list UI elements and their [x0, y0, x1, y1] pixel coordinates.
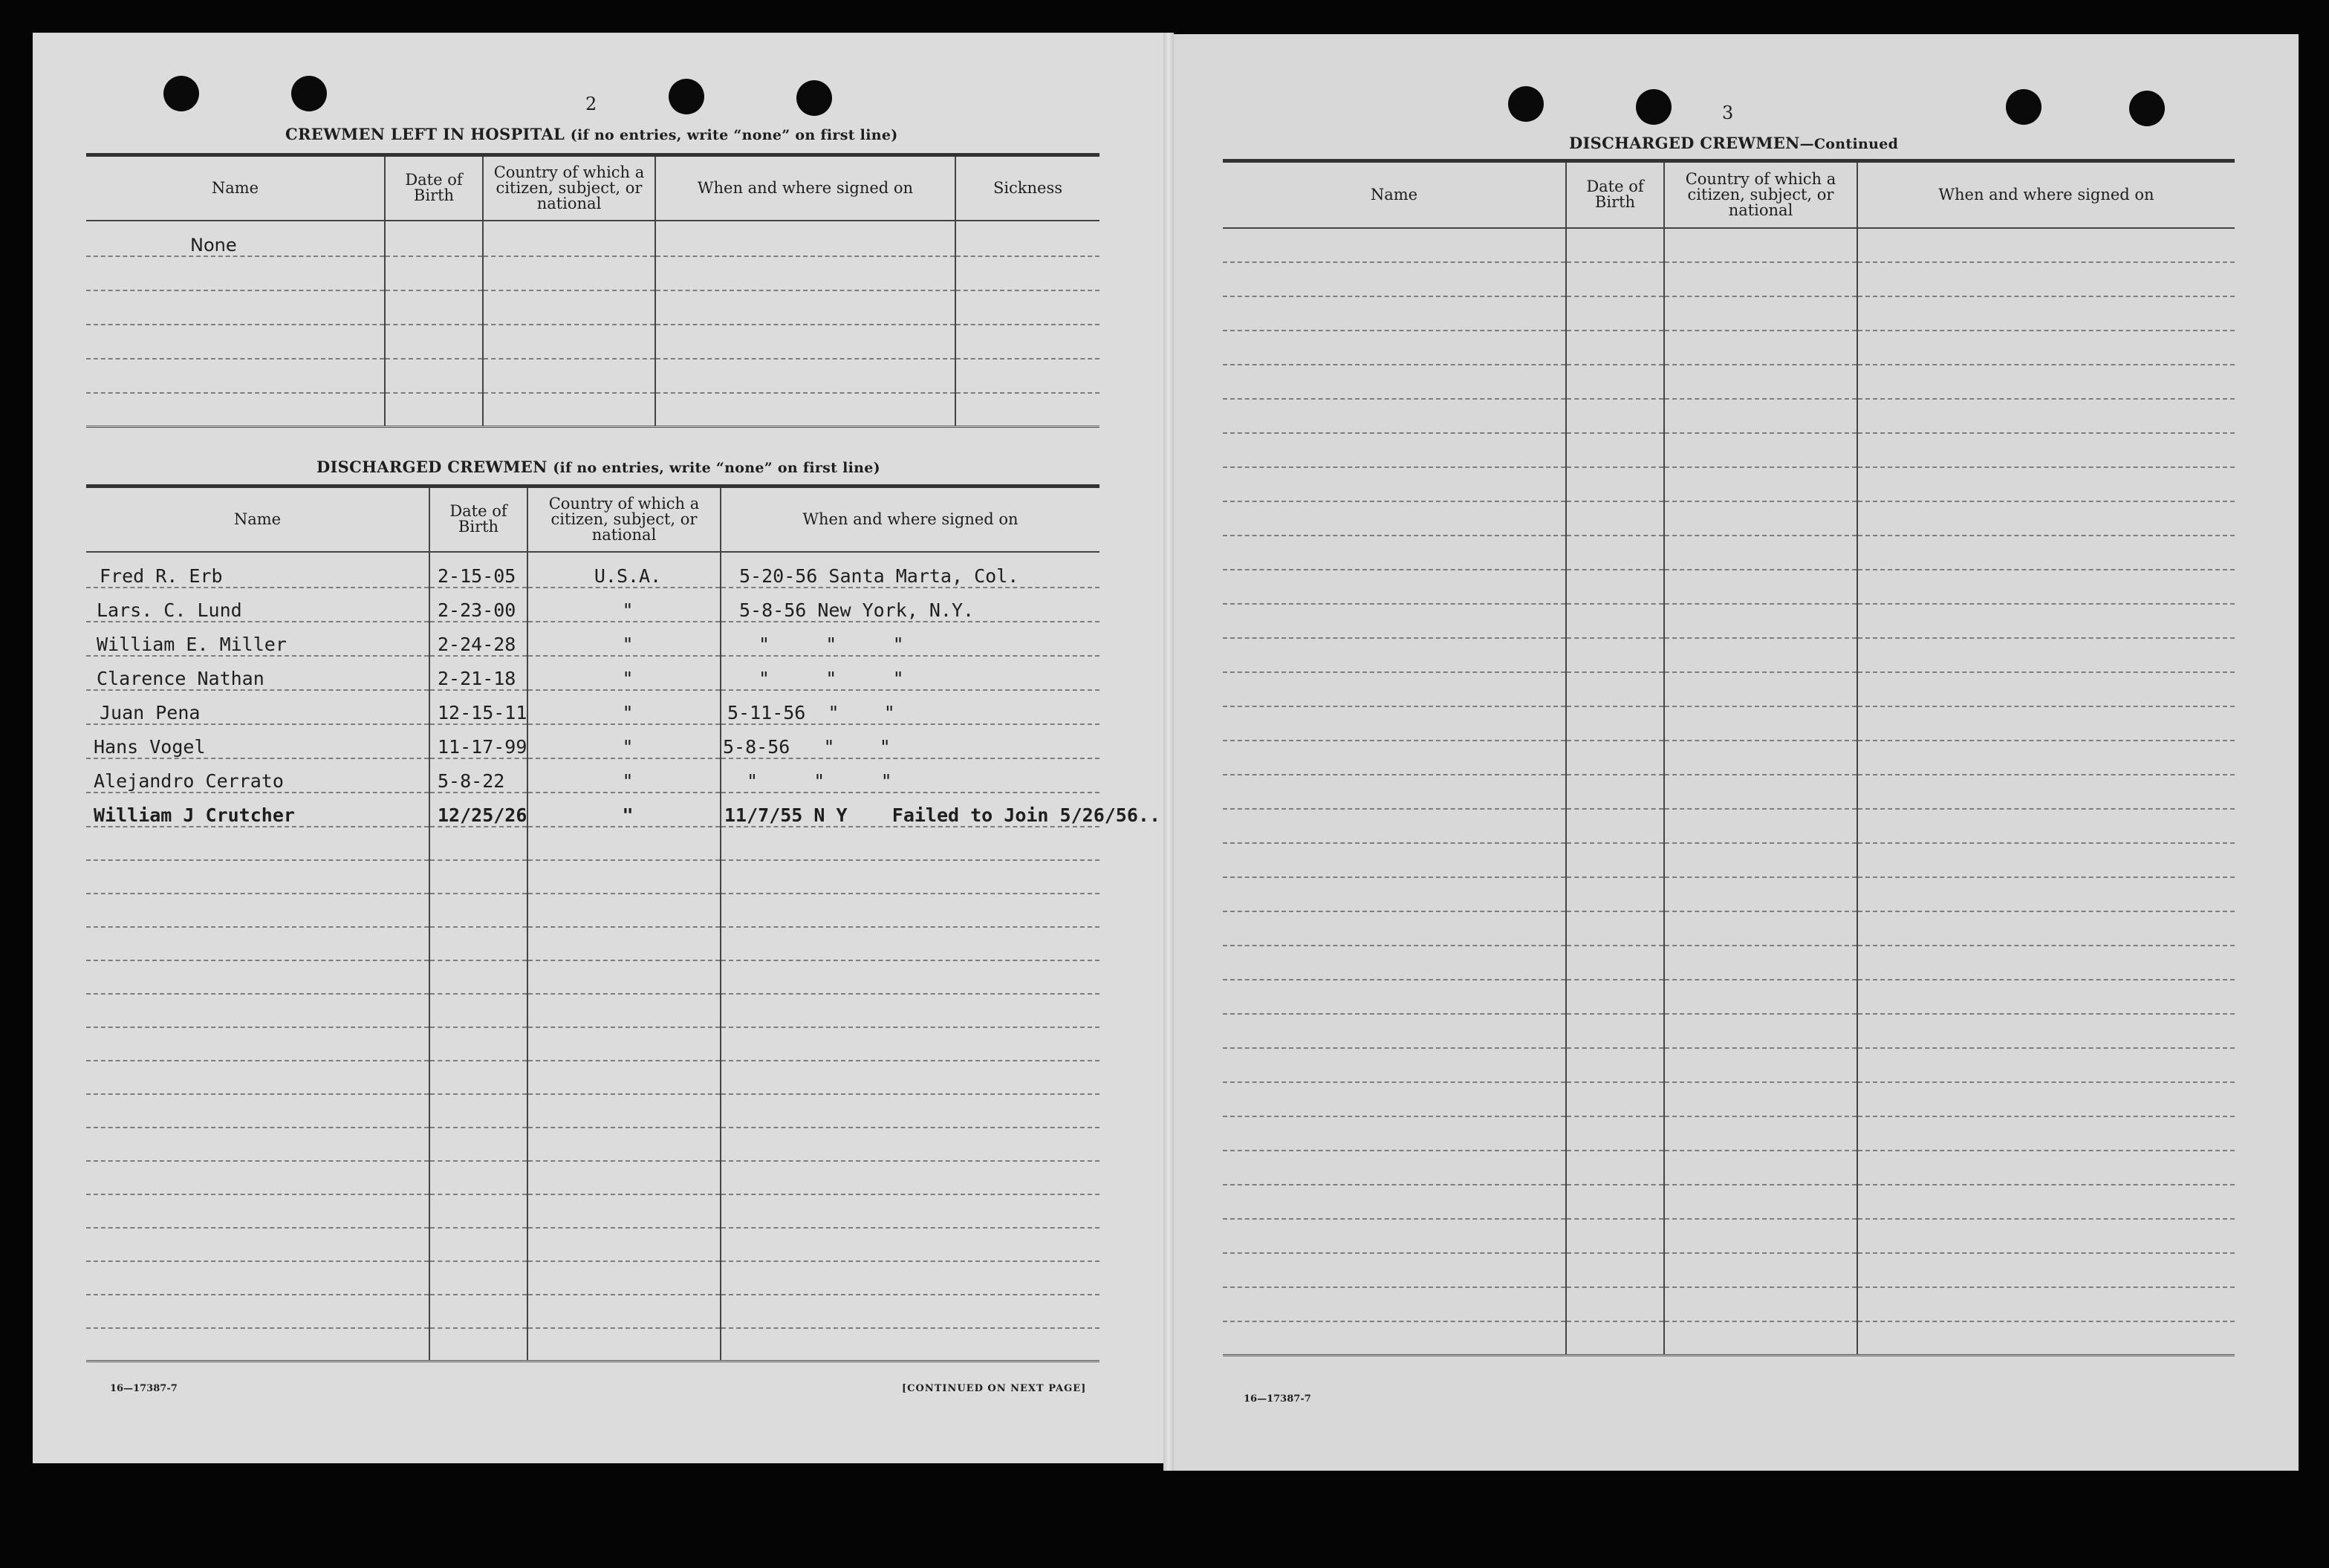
- crewman-signed-on: " " ": [721, 656, 1099, 690]
- table-row: [1223, 296, 2235, 331]
- table-row: [1223, 501, 2235, 536]
- table-cell: [385, 290, 483, 325]
- table-row: [86, 1228, 1099, 1261]
- col-sickness: Sickness: [955, 155, 1099, 221]
- table-cell: [655, 359, 955, 393]
- table-row: [1223, 433, 2235, 467]
- table-cell: [483, 290, 655, 325]
- table-row: [86, 622, 1099, 656]
- table-cell: [655, 290, 955, 325]
- punch-hole-icon: [1508, 86, 1544, 122]
- crewman-name: Lars. C. Lund: [86, 588, 429, 622]
- table-row: [86, 1328, 1099, 1362]
- table-row: [1223, 1219, 2235, 1253]
- table-row: [1223, 809, 2235, 843]
- table-row: [1223, 1185, 2235, 1219]
- crewman-name: Clarence Nathan: [86, 656, 429, 690]
- table-cell: [385, 393, 483, 427]
- punch-hole-icon: [796, 80, 832, 116]
- table-row: [1223, 604, 2235, 638]
- table-row: [1223, 877, 2235, 911]
- table-row: [86, 359, 1099, 393]
- crewman-country: ": [527, 588, 721, 622]
- table-row: [1223, 843, 2235, 877]
- table-row: [1223, 399, 2235, 433]
- table-cell: [955, 256, 1099, 290]
- crewman-dob: 12/25/26: [429, 793, 527, 827]
- table-cell: [955, 290, 1099, 325]
- crewman-dob: 2-24-28: [429, 622, 527, 656]
- table-row: [1223, 262, 2235, 296]
- table-row: [86, 827, 1099, 860]
- crewman-name: Alejandro Cerrato: [86, 758, 429, 793]
- table-cell: [955, 359, 1099, 393]
- crewman-country: ": [527, 690, 721, 724]
- discharged-section-title: [316, 458, 880, 476]
- table-cell: None: [86, 221, 385, 256]
- table-row: [86, 1261, 1099, 1295]
- table-row: [1223, 228, 2235, 262]
- left-page-number: 2: [585, 94, 597, 114]
- crewman-signed-on: " " ": [721, 758, 1099, 793]
- table-cell: [655, 325, 955, 359]
- table-row: [1223, 980, 2235, 1014]
- right-footer-code: 16—17387-7: [1244, 1393, 1311, 1405]
- punch-hole-icon: [2129, 91, 2165, 126]
- table-row: [86, 960, 1099, 994]
- col-date-of-birth: Date of Birth: [1566, 161, 1664, 228]
- table-row: [1223, 946, 2235, 980]
- table-row: [86, 860, 1099, 894]
- table-row: [86, 290, 1099, 325]
- col-name: Name: [86, 155, 385, 221]
- table-row: [1223, 775, 2235, 809]
- table-row: [86, 393, 1099, 427]
- table-row: [86, 690, 1099, 724]
- col-signed-on: When and where signed on: [721, 487, 1099, 552]
- table-row: [1223, 1048, 2235, 1082]
- col-name: Name: [1223, 161, 1566, 228]
- punch-hole-icon: [669, 79, 704, 114]
- table-cell: [86, 290, 385, 325]
- crewman-dob: 12-15-11: [429, 690, 527, 724]
- table-cell: [385, 359, 483, 393]
- table-row: [86, 1128, 1099, 1161]
- crewman-name: Juan Pena: [86, 690, 429, 724]
- crewman-signed-on: " " ": [721, 622, 1099, 656]
- table-cell: [483, 359, 655, 393]
- table-row: [1223, 741, 2235, 775]
- table-row: [86, 927, 1099, 960]
- col-date-of-birth: Date of Birth: [385, 155, 483, 221]
- crewman-name: William J Crutcher: [86, 793, 429, 827]
- table-row: [86, 221, 1099, 256]
- punch-hole-icon: [1636, 89, 1672, 125]
- table-row: [86, 1027, 1099, 1061]
- table-row: [1223, 1253, 2235, 1287]
- crewman-country: ": [527, 622, 721, 656]
- crewman-dob: 5-8-22: [429, 758, 527, 793]
- table-row: [1223, 1321, 2235, 1356]
- crewman-signed-on: 5-20-56 Santa Marta, Col.: [721, 552, 1099, 588]
- continued-note: [CONTINUED ON NEXT PAGE]: [902, 1383, 1087, 1394]
- right-title-text: DISCHARGED CREWMEN: [1569, 134, 1800, 152]
- table-row: [1223, 1151, 2235, 1185]
- table-cell: [955, 393, 1099, 427]
- table-row: [1223, 570, 2235, 604]
- right-title-suffix: —Continued: [1799, 136, 1899, 152]
- hospital-title-text: CREWMEN LEFT IN HOSPITAL: [285, 125, 565, 143]
- table-row: [86, 552, 1099, 588]
- crewman-name: Fred R. Erb: [86, 552, 429, 588]
- table-row: [86, 793, 1099, 827]
- table-cell: [483, 393, 655, 427]
- discharged-table: [86, 484, 1160, 1362]
- table-row: [1223, 1082, 2235, 1116]
- col-name: Name: [86, 487, 429, 552]
- crewman-country: U.S.A.: [527, 552, 721, 588]
- right-page-number: 3: [1722, 103, 1734, 123]
- table-cell: [655, 221, 955, 256]
- table-cell: [385, 221, 483, 256]
- table-row: [1223, 365, 2235, 399]
- table-row: [86, 758, 1099, 793]
- hospital-section-title: [285, 125, 898, 143]
- hospital-instruction: (if no entries, write “none” on first line): [570, 127, 898, 143]
- table-cell: [86, 393, 385, 427]
- page-fold: [1163, 33, 1174, 1471]
- table-row: [1223, 911, 2235, 946]
- table-cell: [86, 359, 385, 393]
- table-row: [1223, 1014, 2235, 1048]
- table-row: [86, 724, 1099, 758]
- discharged-instruction: (if no entries, write “none” on first line): [553, 460, 880, 476]
- punch-hole-icon: [291, 76, 327, 111]
- table-row: [86, 1094, 1099, 1128]
- table-cell: [955, 325, 1099, 359]
- table-row: [1223, 536, 2235, 570]
- table-row: [86, 1194, 1099, 1228]
- punch-hole-icon: [163, 76, 199, 111]
- punch-hole-icon: [2006, 89, 2041, 125]
- col-signed-on: When and where signed on: [655, 155, 955, 221]
- table-cell: [655, 393, 955, 427]
- table-row: [86, 256, 1099, 290]
- crewman-dob: 11-17-99: [429, 724, 527, 758]
- table-row: [1223, 331, 2235, 365]
- crewman-dob: 2-15-05: [429, 552, 527, 588]
- crewman-dob: 2-23-00: [429, 588, 527, 622]
- table-row: [86, 994, 1099, 1027]
- table-row: [1223, 638, 2235, 672]
- table-row: [1223, 1287, 2235, 1321]
- crewman-country: ": [527, 793, 721, 827]
- table-cell: [86, 325, 385, 359]
- crewman-signed-on: 11/7/55 N Y Failed to Join 5/26/56..: [721, 793, 1099, 827]
- left-footer-code: 16—17387-7: [110, 1383, 178, 1394]
- table-row: [86, 1295, 1099, 1328]
- col-signed-on: When and where signed on: [1857, 161, 2235, 228]
- table-cell: [86, 256, 385, 290]
- table-row: [86, 894, 1099, 927]
- table-row: [1223, 467, 2235, 501]
- crewman-signed-on: 5-8-56 New York, N.Y.: [721, 588, 1099, 622]
- table-cell: [955, 221, 1099, 256]
- table-row: [1223, 1116, 2235, 1151]
- table-cell: [655, 256, 955, 290]
- col-country: Country of which a citizen, subject, or national: [527, 487, 721, 552]
- col-date-of-birth: Date of Birth: [429, 487, 527, 552]
- table-cell: [483, 221, 655, 256]
- table-row: [1223, 672, 2235, 706]
- hospital-table: [86, 153, 1099, 428]
- table-cell: [385, 256, 483, 290]
- table-row: [86, 1061, 1099, 1094]
- crewman-name: Hans Vogel: [86, 724, 429, 758]
- crewman-country: ": [527, 656, 721, 690]
- col-country: Country of which a citizen, subject, or national: [483, 155, 655, 221]
- col-country: Country of which a citizen, subject, or national: [1664, 161, 1857, 228]
- table-cell: [483, 325, 655, 359]
- table-cell: [483, 256, 655, 290]
- crewman-name: William E. Miller: [86, 622, 429, 656]
- crewman-signed-on: 5-8-56 " ": [721, 724, 1099, 758]
- table-row: [1223, 706, 2235, 741]
- crewman-country: ": [527, 724, 721, 758]
- right-section-title: [1569, 134, 1898, 152]
- crewman-signed-on: 5-11-56 " ": [721, 690, 1099, 724]
- discharged-continued-table: [1223, 159, 2235, 1356]
- table-cell: [385, 325, 483, 359]
- table-row: [86, 1161, 1099, 1194]
- crewman-country: ": [527, 758, 721, 793]
- table-row: [86, 325, 1099, 359]
- discharged-title-text: DISCHARGED CREWMEN: [316, 458, 548, 476]
- table-row: [86, 588, 1099, 622]
- table-row: [86, 656, 1099, 690]
- crewman-dob: 2-21-18: [429, 656, 527, 690]
